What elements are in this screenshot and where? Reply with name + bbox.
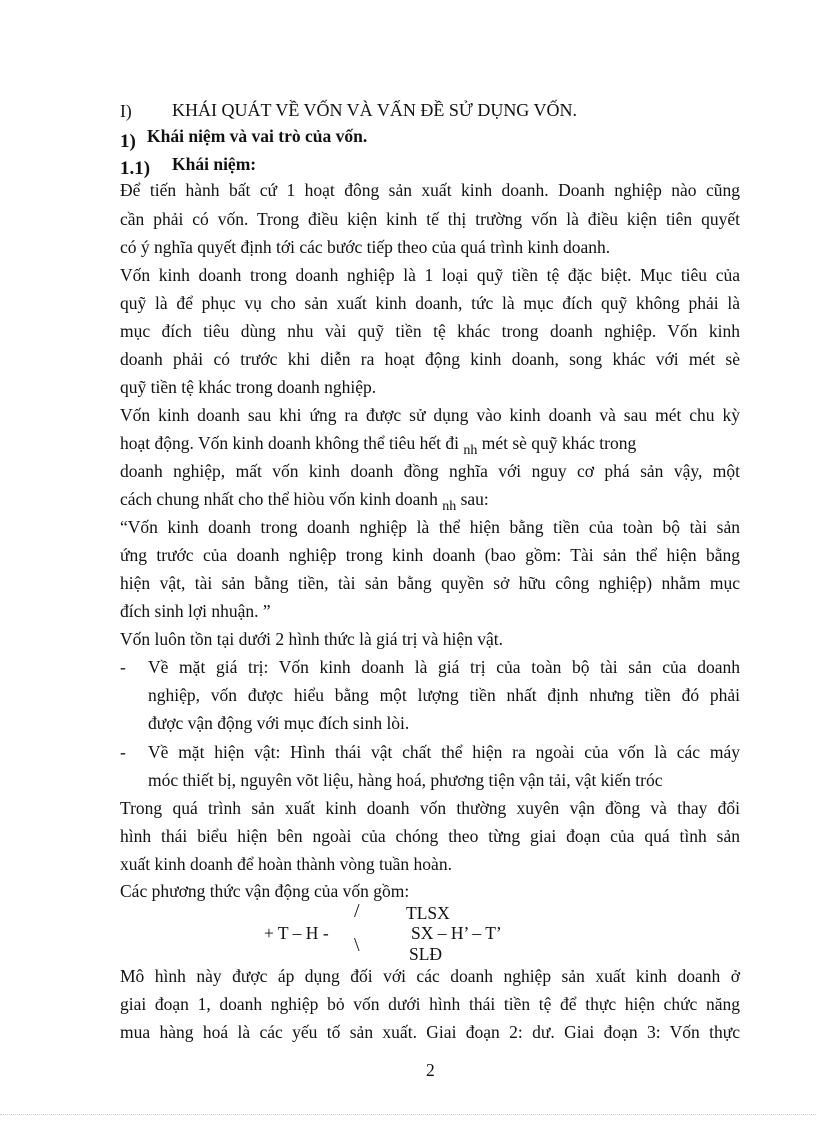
forms-line: Vốn luôn tồn tại dưới 2 hình thức là giá trị và hiện vật. [120,629,504,649]
formula-slash-down: \ [354,934,360,956]
text-segment: mét sè quỹ khác trong [477,433,637,453]
heading-number: I) [120,101,132,121]
body-line: Vốn kinh doanh sau khi ứng ra được sử dụng vào kinh doanh và sau mét chu kỳ [120,405,740,425]
body-line: quỹ tiền tệ khác trong doanh nghiệp. [120,377,377,397]
quote-line: “Vốn kinh doanh trong doanh nghiệp là thể hiện bằng tiền của toàn bộ tài sản [120,517,740,537]
quote-line: đích sinh lợi nhuận. ” [120,601,271,621]
formula-bottom-sld: SLĐ [409,944,443,964]
bullet-1-line: nghiệp, vốn được hiểu bằng một lượng tiền nhất định nhưng tiền đó phải [148,685,740,705]
body-line: cần phải có vốn. Trong điều kiện kinh tế thị trường vốn là điều kiện tiên quyết [120,209,740,229]
final-line: Mô hình này được áp dụng đối với các doanh nghiệp sản xuất kinh doanh ở [120,966,740,986]
text-segment: cách chung nhất cho thể hiòu vốn kinh doanh [120,489,443,509]
formula-top-tlsx: TLSX [406,903,450,923]
subscript-nh: nh [463,443,478,458]
process-line: hình thái biểu hiện bên ngoài của chóng theo từng giai đoạn của quá tình sản [120,826,740,846]
body-line: mục đích tiêu dùng nhu vài quỹ tiền tệ khác trong doanh nghiệp. Vốn kinh [120,321,740,341]
page-bottom-dotted-line [0,1114,816,1115]
final-line: mua hàng hoá là các yếu tố sản xuất. Giai đoạn 2: dư. Giai đoạn 3: Vốn thực [120,1022,740,1042]
formula-left: + T – H - [264,923,329,943]
bullet-marker: - [120,657,126,677]
heading-title: KHÁI QUÁT VỀ VỐN VÀ VẤN ĐỀ SỬ DỤNG VỐN. [172,100,577,120]
subscript-nh: nh [442,499,457,514]
methods-line: Các phương thức vận động của vốn gồm: [120,881,410,901]
body-line: quỹ là để phục vụ cho sản xuất kinh doanh, tức là mục đích quỹ không phải là [120,293,740,313]
formula-slash-up: / [354,900,360,922]
body-line: có ý nghĩa quyết định tới các bước tiếp theo của quá trình kinh doanh. [120,237,611,257]
process-line: Trong quá trình sản xuất kinh doanh vốn thường xuyên vận đồng và thay đổi [120,798,740,818]
quote-line: hiện vật, tài sản bằng tiền, tài sản bằng quyền sở hữu công nghiệp) nhằm mục [120,573,740,593]
quote-line: ứng trước của doanh nghiệp trong kinh doanh (bao gồm: Tài sản thể hiện bằng [120,545,740,565]
bullet-2-line: móc thiết bị, nguyên võt liệu, hàng hoá, phương tiện vận tải, vật kiến tróc [148,770,663,790]
section-1-1-number: 1.1) [120,158,151,179]
final-line: giai đoạn 1, doanh nghiệp bỏ vốn dưới hình thái tiền tệ để thực hiện chức năng [120,994,740,1014]
text-segment: hoạt động. Vốn kinh doanh không thể tiêu hết đi [120,433,464,453]
process-line: xuất kinh doanh để hoàn thành vòng tuần hoàn. [120,854,452,874]
bullet-marker: - [120,742,126,762]
section-1-number: 1) [120,131,136,152]
body-line: Vốn kinh doanh trong doanh nghiệp là 1 loại quỹ tiền tệ đặc biệt. Mục tiêu của [120,265,740,285]
bullet-2-line: Về mặt hiện vật: Hình thái vật chất thể hiện ra ngoài của vốn là các máy [148,742,740,762]
text-segment: sau: [456,489,489,509]
section-1-1-title: Khái niệm: [172,154,257,174]
body-line-with-subscript [120,432,636,457]
bullet-1-line: Về mặt giá trị: Vốn kinh doanh là giá trị của toàn bộ tài sản của doanh [148,657,740,677]
body-line: Để tiến hành bất cứ 1 hoạt đông sản xuất kinh doanh. Doanh nghiệp nào cũng [120,180,740,200]
body-line-with-subscript [120,488,489,513]
section-1-title: Khái niệm và vai trò của vốn. [147,126,368,146]
body-line: doanh phải có trước khi diễn ra hoạt động kinh doanh, song khác với mét sè [120,349,740,369]
body-line: doanh nghiệp, mất vốn kinh doanh đồng nghĩa với nguy cơ phá sản vậy, một [120,461,740,481]
page-number: 2 [426,1060,435,1080]
bullet-1-line: được vận động với mục đích sinh lòi. [148,713,410,733]
formula-middle: SX – H’ – T’ [411,923,502,943]
